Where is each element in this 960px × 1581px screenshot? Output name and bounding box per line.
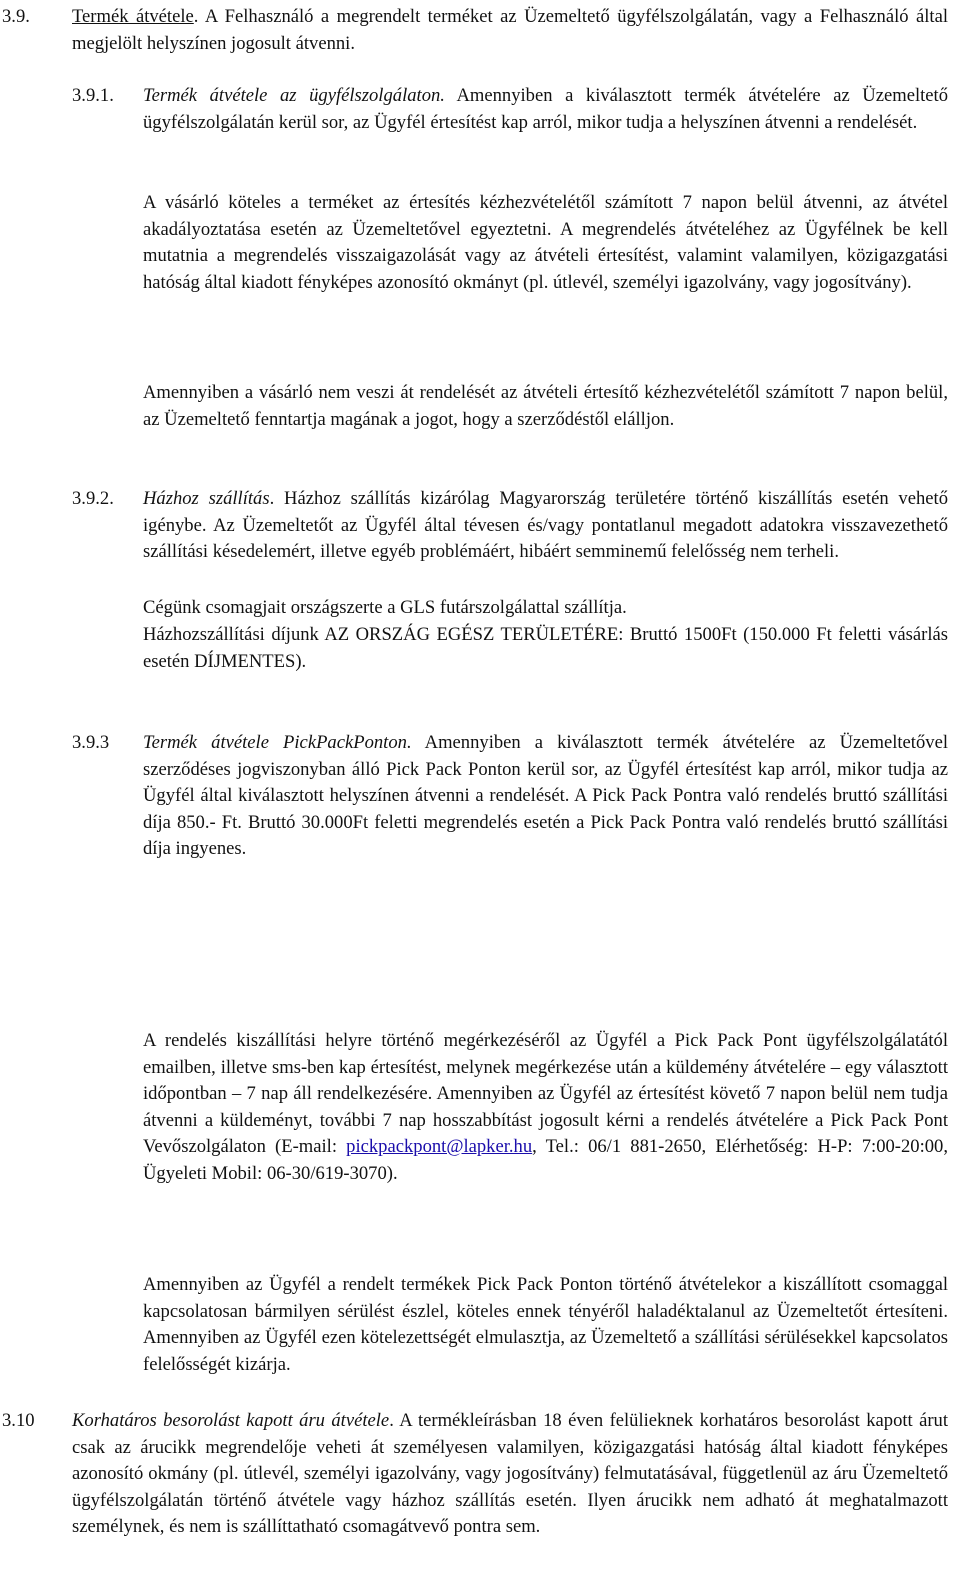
section-3-9-3-notification-contact: , Tel.: 06/1 881-2650, Elérhetőség: H-P: 7:00-20:00, Ügyeleti Mobil: 06-30/619-3070). xyxy=(143,1136,948,1184)
section-3-9-paragraph xyxy=(72,4,948,57)
section-3-9-1-number: 3.9.1. xyxy=(72,85,114,106)
pickpackpont-email-link[interactable]: pickpackpont@lapker.hu xyxy=(346,1136,533,1157)
section-3-9-2-text: . Házhoz szállítás kizárólag Magyarország területére történő kiszállítás esetén vehető igénybe. Az Üzemeltetőt az Ügyfél által tévesen és/vagy pontatlanul megadott adatokra visszavezethető szállítási késedelemért, illetve egyéb problémáért, hibáért semminemű felelősség nem terheli. xyxy=(143,488,948,562)
section-3-9-title: Termék átvétele xyxy=(72,6,194,27)
section-3-9-2-gls: Cégünk csomagjait országszerte a GLS futárszolgálattal szállítja. xyxy=(143,597,627,618)
section-3-10-number: 3.10 xyxy=(2,1410,35,1431)
section-3-9-3-paragraph xyxy=(143,730,948,863)
section-3-9-3-notification-text: A rendelés kiszállítási helyre történő megérkezéséről az Ügyfél a Pick Pack Pont ügyfélszolgálatától emailben, illetve sms-ben kap értesítést, melynek megérkezése után a küldemény átvételére – egy választott időpontban – 7 nap áll rendelkezésére. Amennyiben az Ügyfél az értesítést követő 7 napon belül nem tudja átvenni a küldeményt, további 7 nap hosszabbítást jogosult kérni a rendelés átvételére a Pick Pack Pont Vevőszolgálaton (E-mail: xyxy=(143,1030,948,1157)
section-3-9-1-paragraph xyxy=(143,83,948,136)
section-3-9-1-title: Termék átvétele az ügyfélszolgálaton. xyxy=(143,85,445,106)
section-3-9-2-number: 3.9.2. xyxy=(72,488,114,509)
section-3-9-1-text: Amennyiben a kiválasztott termék átvételére az Üzemeltető ügyfélszolgálatán kerül sor, az Ügyfél értesítést kap arról, mikor tudja a helyszínen átvenni a rendelését. xyxy=(143,85,948,133)
section-3-9-3-number: 3.9.3 xyxy=(72,732,110,753)
section-3-9-3-text: Amennyiben a kiválasztott termék átvételére az Üzemeltetővel szerződéses jogviszonyban álló Pick Pack Ponton kerül sor, az Ügyfél értesítést kap arról, mikor tudja az Ügyfél által kiválasztott helyszínen átvenni a rendelését. A Pick Pack Pontra való rendelés bruttó szállítási díja 850.- Ft. Bruttó 30.000Ft feletti megrendelés esetén a Pick Pack Pontra való rendelés bruttó szállítási díja ingyenes. xyxy=(143,732,948,859)
section-3-9-3-title: Termék átvétele PickPackPonton. xyxy=(143,732,412,753)
section-3-9-text: . A Felhasználó a megrendelt terméket az Üzemeltető ügyfélszolgálatán, vagy a Felhasználó által megjelölt helyszínen jogosult átvenni. xyxy=(72,6,948,54)
section-3-9-2-fee: Házhozszállítási díjunk AZ ORSZÁG EGÉSZ TERÜLETÉRE: Bruttó 1500Ft (150.000 Ft feletti vásárlás esetén DÍJMENTES). xyxy=(143,624,948,672)
section-3-10-paragraph xyxy=(72,1408,948,1541)
section-3-9-3-notification xyxy=(143,1028,948,1187)
section-3-10-text: . A termékleírásban 18 éven felülieknek korhatáros besorolást kapott árut csak az árucikk megrendelője veheti át személyesen valamilyen, közigazgatási hatóság által kiadott fényképes azonosító okmány (pl. útlevél, személyi igazolvány, vagy jogosítvány) felmutatásával, függetlenül az áru Üzemeltető ügyfélszolgálatán történő átvétele vagy házhoz szállítás esetén. Ilyen árucikk nem adható át meghatalmazott személynek, és nem is szállíttatható csomagátvevő pontra sem. xyxy=(72,1410,948,1537)
section-3-9-1-withdrawal: Amennyiben a vásárló nem veszi át rendelését az átvételi értesítő kézhezvételétől számított 7 napon belül, az Üzemeltető fenntartja magának a jogot, hogy a szerződéstől elálljon. xyxy=(143,382,948,430)
section-3-9-3-damage: Amennyiben az Ügyfél a rendelt termékek Pick Pack Ponton történő átvételekor a kiszállított csomaggal kapcsolatosan bármilyen sérülést észlel, köteles ennek tényéről haladéktalanul az Üzemeltetőt értesíteni. Amennyiben az Ügyfél ezen kötelezettségét elmulasztja, az Üzemeltető a szállítási sérülésekkel kapcsolatos felelősségét kizárja. xyxy=(143,1274,948,1375)
section-3-10-title: Korhatáros besorolást kapott áru átvétele xyxy=(72,1410,390,1431)
section-3-9-2-title: Házhoz szállítás xyxy=(143,488,270,509)
section-3-9-number: 3.9. xyxy=(2,6,30,27)
section-3-9-2-paragraph xyxy=(143,486,948,566)
section-3-9-1-pickup-deadline: A vásárló köteles a terméket az értesítés kézhezvételétől számított 7 napon belül átvenni, az átvétel akadályoztatása esetén az Üzemeltetővel egyeztetni. A megrendelés átvételéhez az Ügyfélnek be kell mutatnia a megrendelés visszaigazolását vagy az átvételi értesítést, valamint valamilyen, közigazgatási hatóság által kiadott fényképes azonosító okmányt (pl. útlevél, személyi igazolvány, vagy jogosítvány). xyxy=(143,192,948,293)
